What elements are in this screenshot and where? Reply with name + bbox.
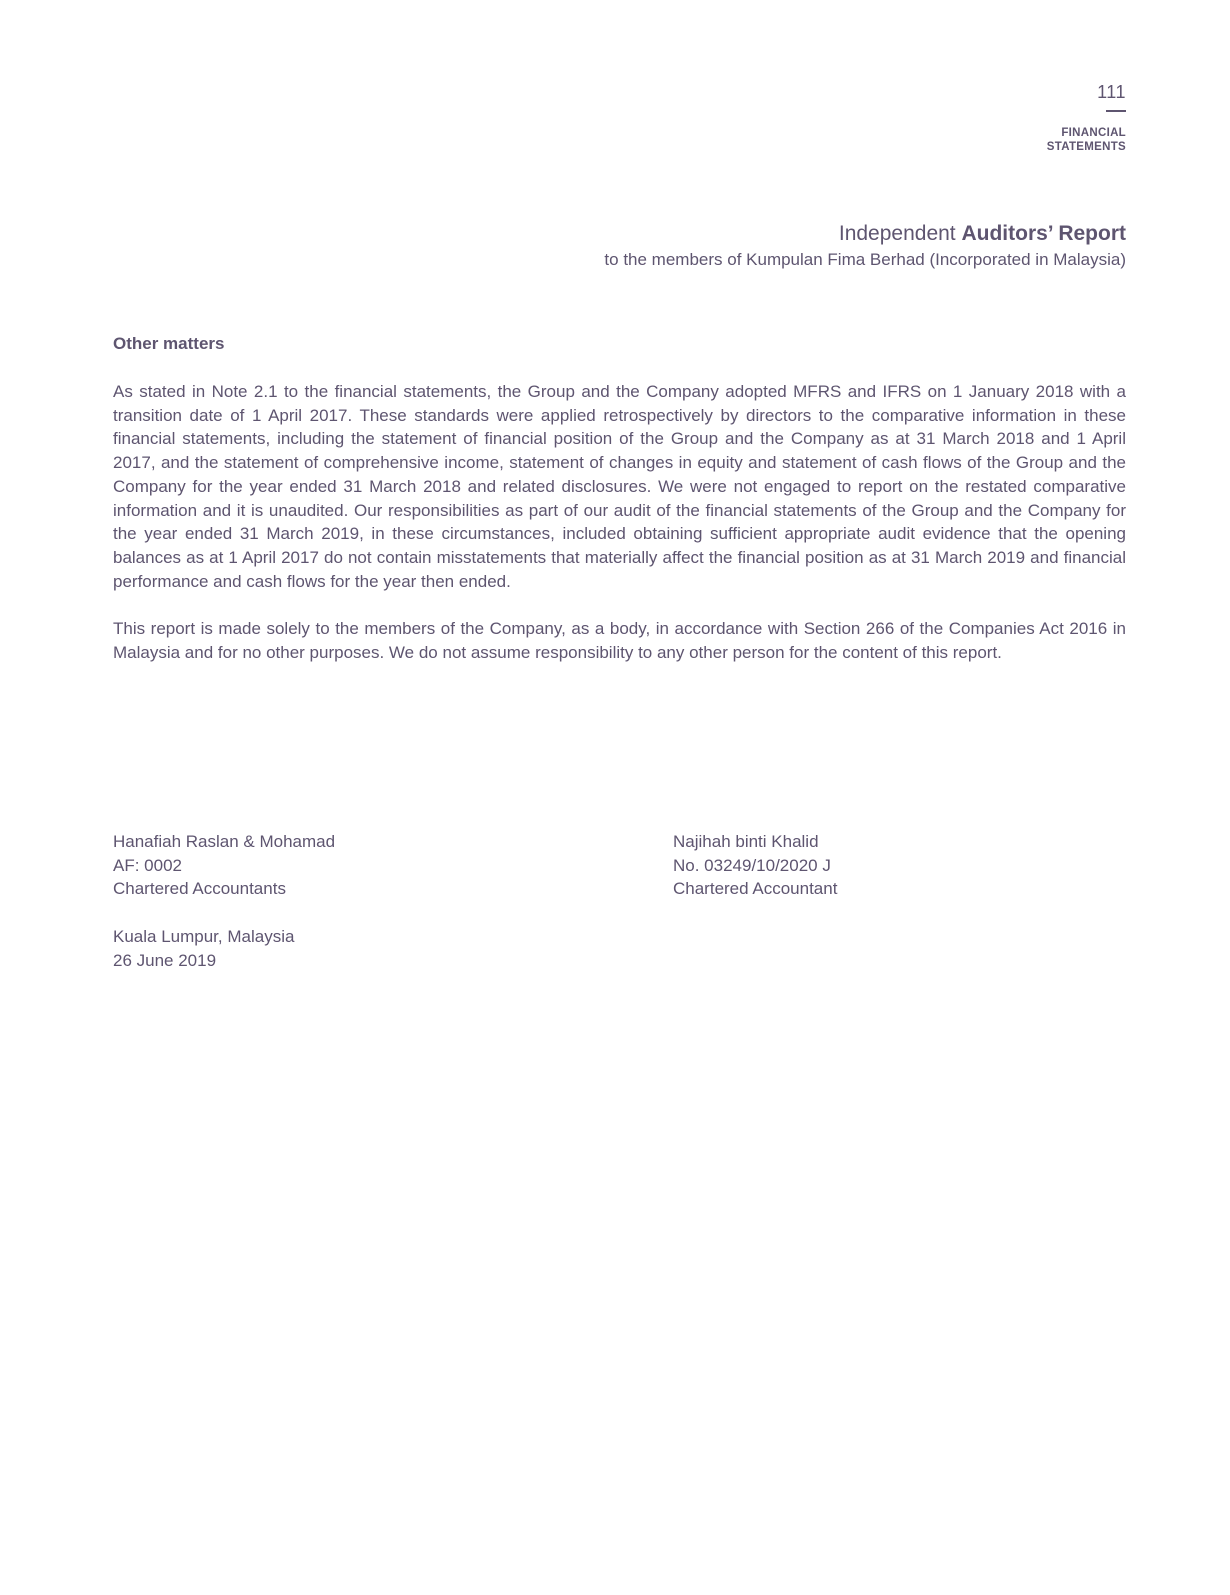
section-label-line2: STATEMENTS	[1046, 141, 1126, 153]
partner-signature	[673, 830, 837, 901]
firm-title: Chartered Accountants	[113, 879, 286, 899]
partner-number: No. 03249/10/2020 J	[673, 855, 831, 875]
section-label	[1047, 126, 1126, 154]
paragraph-report-purpose: This report is made solely to the members of the Company, as a body, in accordance with Section 266 of the Companies Act 2016 in Malaysia and for no other purposes. We do not assume responsibility to any other person for the content of this report.	[113, 619, 1126, 663]
firm-name: Hanafiah Raslan & Mohamad	[113, 832, 336, 851]
firm-code: AF: 0002	[113, 855, 182, 875]
partner-title: Chartered Accountant	[673, 879, 838, 899]
firm-signature	[113, 830, 335, 972]
report-heading	[604, 220, 1126, 272]
section-label-line1: FINANCIAL	[1061, 127, 1126, 139]
page-number: 111	[1097, 82, 1126, 102]
signing-date: 26 June 2019	[113, 950, 217, 970]
section-subheading: Other matters	[113, 334, 225, 353]
report-subtitle: to the members of Kumpulan Fima Berhad (Incorporated in Malaysia)	[604, 250, 1126, 269]
report-title	[604, 220, 1126, 248]
report-title-bold: Auditors’ Report	[961, 222, 1126, 245]
paragraph-other-matters: As stated in Note 2.1 to the financial statements, the Group and the Company adopted MFRS and IFRS on 1 January 2018 with a transition date of 1 April 2017. These standards were applied retrospectively by directors to the comparative information in these financial statements, including the statement of financial position of the Group and the Company as at 31 March 2018 and 1 April 2017, and the statement of comprehensive income, statement of changes in equity and statement of cash flows of the Group and the Company for the year ended 31 March 2018 and related disclosures. We were not engaged to report on the restated comparative information and it is unaudited. Our responsibilities as part of our audit of the financial statements of the Group and the Company for the year ended 31 March 2019, in these circumstances, included obtaining sufficient appropriate audit evidence that the opening balances as at 1 April 2017 do not contain misstatements that materially affect the financial position as at 31 March 2019 and financial performance and cash flows for the year then ended.	[113, 382, 1126, 591]
page-number-divider	[1106, 110, 1126, 112]
partner-name: Najihah binti Khalid	[673, 832, 819, 851]
signing-location: Kuala Lumpur, Malaysia	[113, 926, 295, 946]
report-body	[113, 332, 1126, 689]
report-title-regular: Independent	[838, 222, 962, 245]
signature-spacer	[113, 901, 335, 925]
